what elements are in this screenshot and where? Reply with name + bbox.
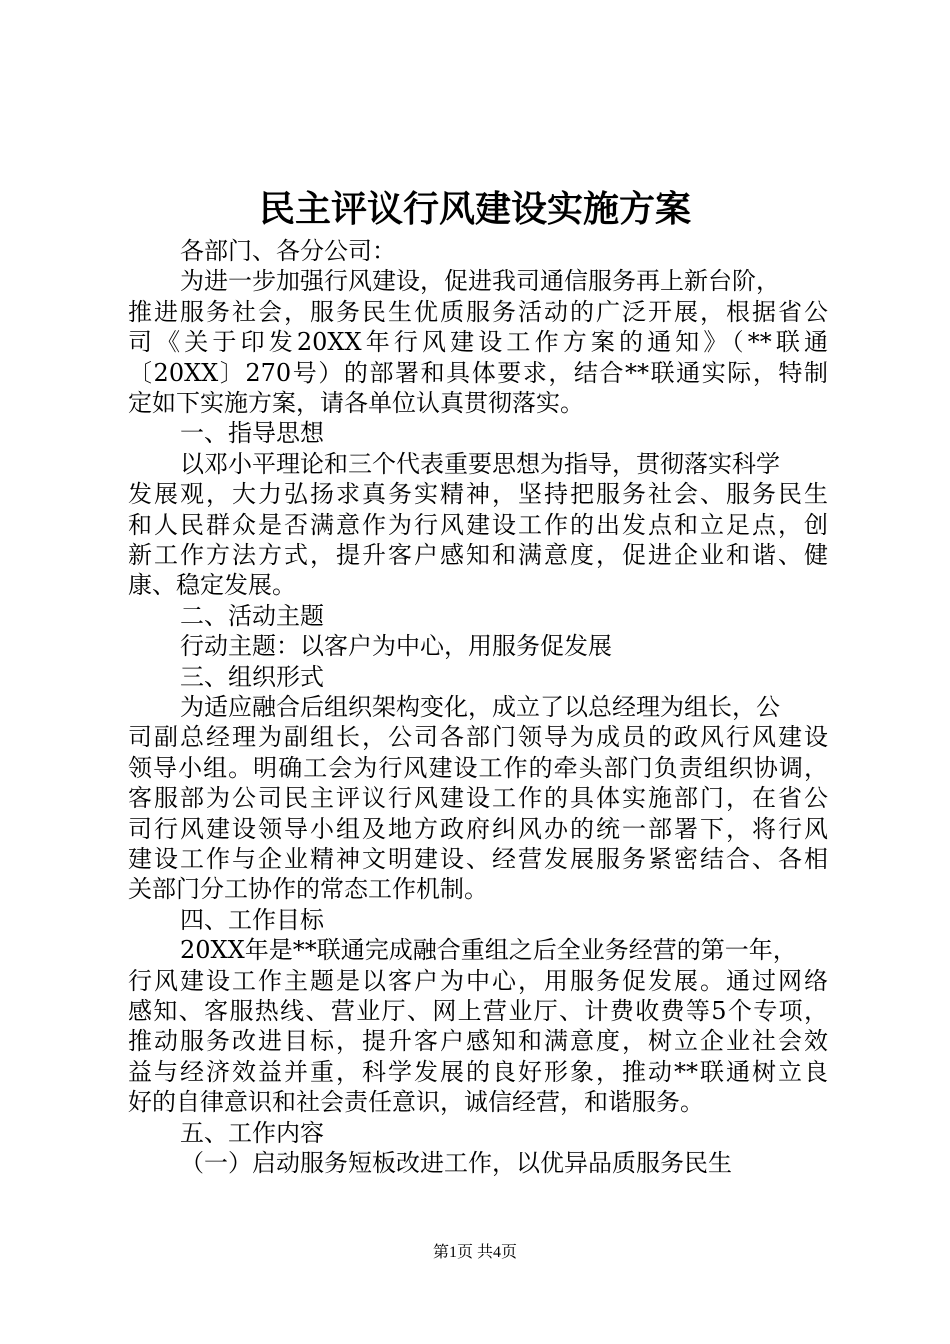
body-line: 好的自律意识和社会责任意识，诚信经营，和谐服务。 [128,1088,704,1117]
body-line: 领导小组。明确工会为行风建设工作的牵头部门负责组织协调， [128,753,828,782]
body-line: 为适应融合后组织架构变化，成立了以总经理为组长，公 [180,693,780,721]
body-line: 三、组织形式 [180,662,324,691]
body-line: 司副总经理为副组长，公司各部门领导为成员的政风行风建设 [128,723,828,752]
document-title: 民主评议行风建设实施方案 [258,188,691,230]
body-line: 司行风建设领导小组及地方政府纠风办的统一部署下，将行风 [128,814,828,843]
body-line: 20XX年是**联通完成融合重组之后全业务经营的第一年， [180,936,797,965]
body-line: 为进一步加强行风建设，促进我司通信服务再上新台阶， [180,267,780,296]
body-line: 行风建设工作主题是以客户为中心，用服务促发展。通过网络 [128,966,828,995]
body-line: 五、工作内容 [180,1118,324,1147]
body-line: 定如下实施方案，请各单位认真贯彻落实。 [128,389,584,417]
body-line: 推动服务改进目标，提升客户感知和满意度，树立企业社会效 [128,1027,828,1056]
body-line: 〔20XX〕270号）的部署和具体要求，结合**联通实际，特制 [128,358,828,387]
body-line: 感知、客服热线、营业厅、网上营业厅、计费收费等5个专项， [128,997,828,1025]
body-line: 建设工作与企业精神文明建设、经营发展服务紧密结合、各相 [128,845,828,873]
body-line: 各部门、各分公司： [180,237,396,265]
body-line: 四、工作目标 [180,905,324,934]
body-line: 司《关于印发20XX年行风建设工作方案的通知》（**联通 [128,328,828,357]
body-line: 二、活动主题 [180,601,324,630]
body-line: 行动主题：以客户为中心，用服务促发展 [180,632,612,661]
body-line: 客服部为公司民主评议行风建设工作的具体实施部门，在省公 [128,784,828,813]
body-line: 推进服务社会，服务民生优质服务活动的广泛开展，根据省公 [128,297,828,326]
body-line: 关部门分工协作的常态工作机制。 [128,875,488,904]
body-line: 以邓小平理论和三个代表重要思想为指导，贯彻落实科学 [180,449,780,478]
page-footer: 第1页 共4页 [432,1244,517,1261]
body-line: 新工作方法方式，提升客户感知和满意度，促进企业和谐、健 [128,541,828,569]
body-line: 益与经济效益并重，科学发展的良好形象，推动**联通树立良 [128,1057,828,1086]
body-line: （一）启动服务短板改进工作，以优异品质服务民生 [180,1149,732,1177]
body-line: 和人民群众是否满意作为行风建设工作的出发点和立足点，创 [128,510,828,539]
body-line: 发展观，大力弘扬求真务实精神，坚持把服务社会、服务民生 [128,480,828,509]
body-line: 康、稳定发展。 [128,571,296,600]
body-line: 一、指导思想 [180,419,324,448]
